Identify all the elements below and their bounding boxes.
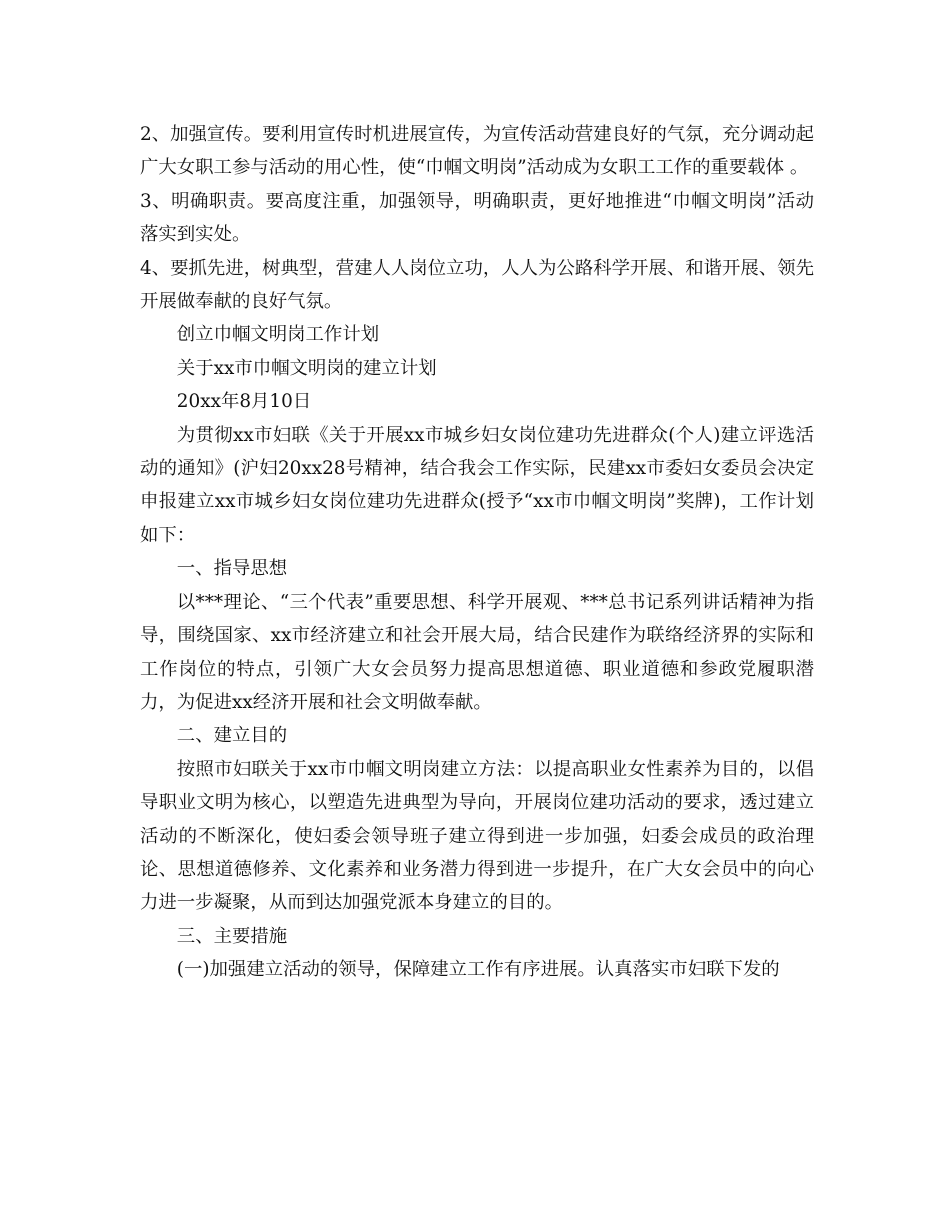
document-subtitle: 关于xx市巾帼文明岗的建立计划 [176,357,437,379]
paragraph-guiding-thought: 以***理论、“三个代表”重要思想、科学开展观、***总书记系列讲话精神为指导，围绕国家、xx市经济建立和社会开展大局，结合民建作为联络经济界的实际和工作岗位的特点，引领广大女会员努力提高思想道德、职业道德和参政党履职潜力，为促进xx经济开展和社会文明做奉献。 [140,591,814,713]
document-title: 创立巾帼文明岗工作计划 [176,324,380,346]
paragraph-models: 4、要抓先进，树典型，营建人人岗位立功，人人为公路科学开展、和谐开展、领先开展做奉献的良好气氛。 [140,257,814,313]
document-date: 20xx年8月10日 [176,391,312,413]
section-heading-measures: 三、主要措施 [176,925,288,947]
paragraph-intro: 为贯彻xx市妇联《关于开展xx市城乡妇女岗位建功先进群众(个人)建立评选活动的通知》(沪妇20xx28号精神，结合我会工作实际，民建xx市委妇女委员会决定申报建立xx市城乡妇女岗位建功先进群众(授予“xx市巾帼文明岗”奖牌)，工作计划如下： [140,424,814,546]
section-heading-purpose: 二、建立目的 [176,725,288,747]
paragraph-measures-1: (一)加强建立活动的领导，保障建立工作有序进展。认真落实市妇联下发的 [176,959,780,981]
document-page [140,118,814,987]
paragraph-purpose: 按照市妇联关于xx市巾帼文明岗建立方法：以提高职业女性素养为目的，以倡导职业文明为核心，以塑造先进典型为导向，开展岗位建功活动的要求，透过建立活动的不断深化，使妇委会领导班子建立得到进一步加强，妇委会成员的政治理论、思想道德修养、文化素养和业务潜力得到进一步提升，在广大女会员中的向心力进一步凝聚，从而到达加强党派本身建立的目的。 [140,758,814,914]
section-heading-guiding-thought: 一、指导思想 [176,558,288,580]
paragraph-responsibility: 3、明确职责。要高度注重，加强领导，明确职责，更好地推进“巾帼文明岗”活动落实到实处。 [140,190,814,246]
paragraph-publicity: 2、加强宣传。要利用宣传时机进展宣传，为宣传活动营建良好的气氛，充分调动起广大女职工参与活动的用心性，使“巾帼文明岗”活动成为女职工工作的重要载体 。 [140,124,814,179]
